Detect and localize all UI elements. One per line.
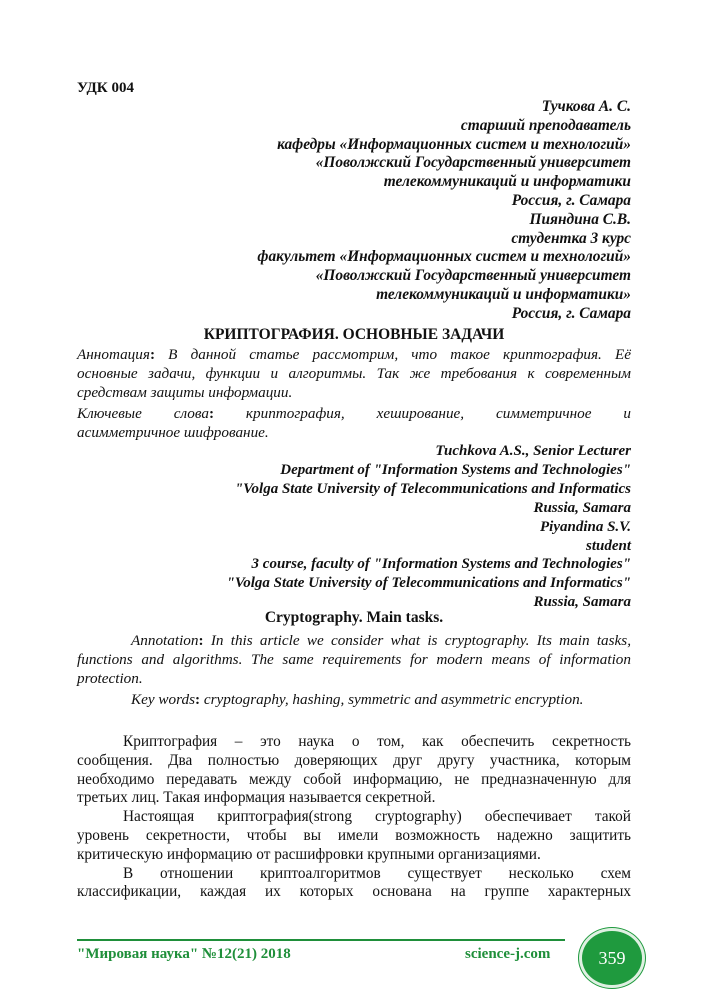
body-line: Криптография – это наука о том, как обеспечить секретность bbox=[123, 733, 631, 750]
keywords-ru-line: асимметричное шифрование. bbox=[77, 423, 269, 441]
author-ru-line: старший преподаватель bbox=[460, 116, 631, 134]
udk-code: УДК 004 bbox=[77, 80, 134, 96]
annotation-en-line: protection. bbox=[77, 669, 143, 687]
authors-ru-block bbox=[77, 98, 631, 324]
title-en: Cryptography. Main tasks. bbox=[264, 609, 444, 626]
keywords-ru-line bbox=[77, 405, 631, 424]
footer-journal: "Мировая наука" №12(21) 2018 bbox=[77, 946, 291, 962]
body-line: критическую информацию от расшифровки крупными организациями. bbox=[77, 845, 541, 863]
body-line: необходимо передавать между собой информацию, не предназначенную для bbox=[77, 770, 631, 788]
annotation-en-line: functions and algorithms. The same requirements for modern means of information bbox=[77, 650, 631, 668]
footer-site: science-j.com bbox=[465, 946, 551, 962]
keywords-ru-label: Ключевые слова bbox=[77, 405, 209, 422]
annotation-ru-text: В данной статье рассмотрим, что такое криптография. Её bbox=[155, 346, 631, 363]
body-line: третьих лиц. Такая информация называется секретной. bbox=[77, 789, 436, 807]
keywords-ru-colon: : bbox=[208, 405, 215, 422]
annotation-en-line bbox=[77, 632, 631, 651]
author-ru-line: Россия, г. Самара bbox=[511, 191, 631, 209]
body-line: Настоящая криптография(strong cryptography) обеспечивает такой bbox=[123, 808, 631, 826]
author-en-line: Piyandina S.V. bbox=[539, 518, 631, 535]
annotation-ru bbox=[77, 346, 631, 402]
author-ru-line: кафедры «Информационных систем и технологий» bbox=[277, 135, 631, 153]
body-line: сообщения. Два полностью доверяющих друг другу участника, которым bbox=[77, 751, 631, 769]
keywords-en bbox=[131, 691, 583, 709]
keywords-en-colon: : bbox=[194, 691, 201, 708]
author-ru-line: Пияндина С.В. bbox=[529, 210, 631, 228]
title-ru: КРИПТОГРАФИЯ. ОСНОВНЫЕ ЗАДАЧИ bbox=[203, 326, 505, 343]
authors-en-block bbox=[77, 442, 631, 612]
body-line: уровень секретности, чтобы вы имели возможность надежно защитить bbox=[77, 826, 631, 844]
annotation-ru-colon: : bbox=[149, 346, 155, 363]
keywords-ru bbox=[77, 405, 631, 443]
author-ru-line: «Поволжский Государственный университет bbox=[315, 267, 631, 285]
author-en-line: Russia, Samara bbox=[533, 499, 631, 516]
author-en-line: "Volga State University of Telecommunications and Informatics" bbox=[226, 575, 631, 592]
keywords-ru-text: криптография, хеширование, симметричное и bbox=[214, 405, 631, 422]
author-ru-line: «Поволжский Государственный университет bbox=[315, 154, 631, 172]
annotation-en-text: In this article we consider what is cryptography. Its main tasks, bbox=[203, 632, 631, 649]
annotation-en bbox=[77, 632, 631, 688]
annotation-ru-label: Аннотация bbox=[77, 346, 150, 363]
annotation-ru-line: средствам защиты информации. bbox=[77, 383, 293, 401]
author-ru-line: Тучкова А. С. bbox=[541, 98, 631, 115]
annotation-ru-line: основные задачи, функции и алгоритмы. Так же требования к современным bbox=[77, 364, 631, 382]
author-en-line: 3 course, faculty of "Information Systems and Technologies" bbox=[251, 556, 631, 573]
author-en-line: student bbox=[585, 537, 631, 554]
keywords-en-label: Key words bbox=[131, 691, 195, 708]
author-en-line: Russia, Samara bbox=[533, 594, 631, 611]
annotation-ru-line bbox=[77, 346, 631, 365]
author-ru-line: студентка 3 курс bbox=[511, 229, 631, 247]
annotation-en-label: Annotation bbox=[131, 632, 199, 649]
page-number-badge bbox=[579, 928, 645, 988]
footer-divider bbox=[77, 939, 565, 941]
annotation-en-colon: : bbox=[198, 632, 204, 649]
keywords-en-text: cryptography, hashing, symmetric and asymmetric encryption. bbox=[200, 691, 584, 708]
author-en-line: "Volga State University of Telecommunications and Informatics bbox=[234, 480, 631, 497]
body-line: В отношении криптоалгоритмов существует несколько схем bbox=[123, 864, 631, 882]
author-ru-line: факультет «Информационных систем и технологий» bbox=[257, 248, 631, 266]
author-en-line: Tuchkova A.S., Senior Lecturer bbox=[435, 443, 631, 459]
body-text bbox=[77, 733, 631, 902]
author-ru-line: телекоммуникаций и информатики» bbox=[376, 285, 631, 303]
author-en-line: Department of "Information Systems and Technologies" bbox=[280, 461, 631, 478]
author-ru-line: Россия, г. Самара bbox=[511, 304, 631, 322]
author-ru-line: телекоммуникаций и информатики bbox=[383, 173, 631, 191]
page-number: 359 bbox=[598, 947, 626, 968]
body-line: классификации, каждая их которых основана на группе характерных bbox=[77, 883, 631, 901]
